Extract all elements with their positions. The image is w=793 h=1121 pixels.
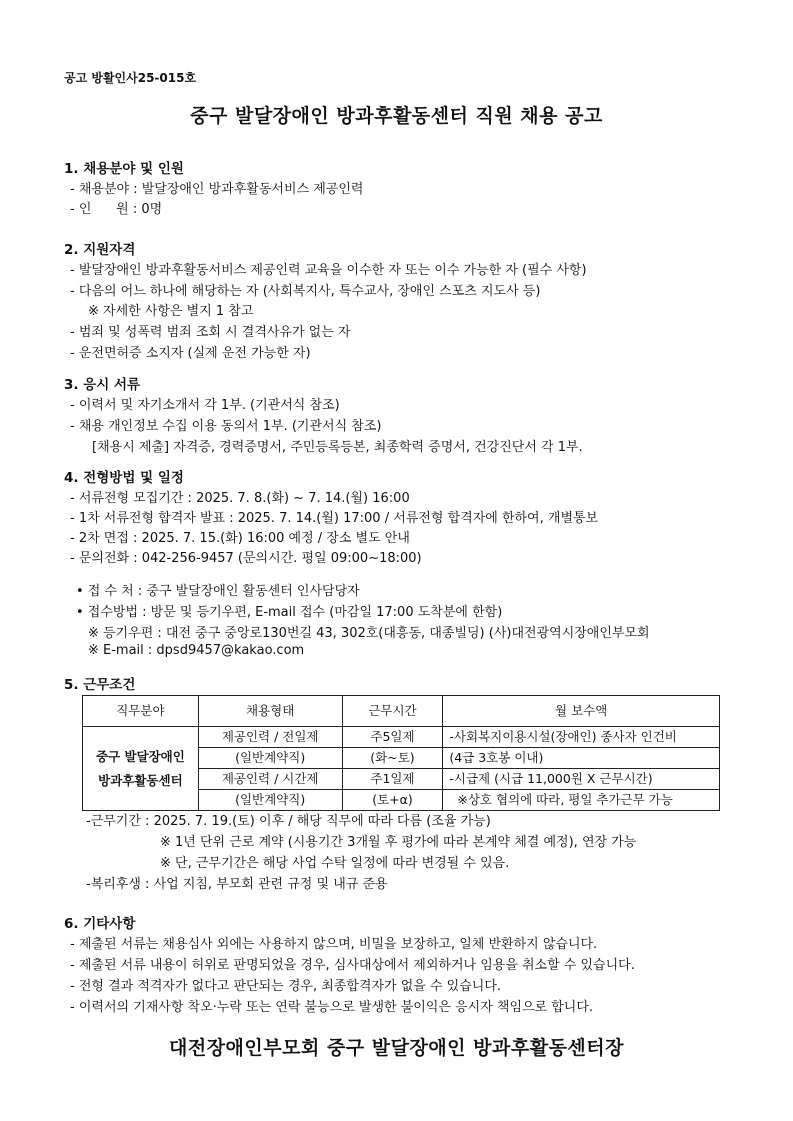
s5-note: ※ 단, 근무기간은 해당 사업 수탁 일정에 따라 변경될 수 있음. [160, 856, 510, 871]
s5-welfare: -복리후생 : 사업 지침, 부모회 관련 규정 및 내규 준용 [86, 877, 388, 892]
notice-number: 공고 방활인사25-015호 [64, 71, 197, 85]
field-line: 중구 발달장애인 [95, 748, 185, 764]
section-1-heading: 1. 채용분야 및 인원 [64, 161, 184, 177]
header-type: 채용형태 [198, 696, 342, 727]
s5-note: ※ 1년 단위 근로 계약 (시용기간 3개월 후 평가에 따라 본계약 체결 예정), 연장 가능 [160, 835, 637, 850]
type-cell: 제공인력 / 전일제 [198, 727, 342, 748]
pay-cell: -시급제 (시급 11,000원 X 근무시간) [443, 769, 720, 790]
s6-line: - 전형 결과 적격자가 없다고 판단되는 경우, 최종합격자가 없을 수 있습니다. [70, 979, 502, 994]
s4-line: - 서류전형 모집기간 : 2025. 7. 8.(화) ~ 7. 14.(월) 16:00 [70, 491, 410, 506]
s4-bullet: • 접수방법 : 방문 및 등기우편, E-mail 접수 (마감일 17:00 도착분에 한함) [76, 605, 503, 620]
s3-line: - 이력서 및 자기소개서 각 1부. (기관서식 참조) [70, 398, 340, 413]
s2-note: ※ 자세한 사항은 별지 1 참고 [88, 304, 254, 319]
hours-cell: 주1일제 [342, 769, 443, 790]
document-title: 중구 발달장애인 방과후활동센터 직원 채용 공고 [190, 105, 603, 127]
s4-line: - 문의전화 : 042-256-9457 (문의시간. 평일 09:00~18:00) [70, 551, 422, 566]
hours-cell: 주5일제 [342, 727, 443, 748]
field-cell [83, 727, 199, 811]
s5-period: -근무기간 : 2025. 7. 19.(토) 이후 / 해당 직무에 따라 다름 (조율 가능) [86, 814, 491, 829]
type-cell: (일반계약직) [198, 748, 342, 769]
s2-line: - 범죄 및 성폭력 범죄 조회 시 결격사유가 없는 자 [70, 325, 351, 340]
type-cell: 제공인력 / 시간제 [198, 769, 342, 790]
table-header-row [83, 696, 720, 727]
issuer-signature: 대전장애인부모회 중구 발달장애인 방과후활동센터장 [169, 1037, 624, 1059]
s4-bullet: • 접 수 처 : 중구 발달장애인 활동센터 인사담당자 [76, 584, 360, 599]
pay-cell: (4급 3호봉 이내) [443, 748, 720, 769]
header-hours: 근무시간 [342, 696, 443, 727]
type-cell: (일반계약직) [198, 790, 342, 811]
s2-line: - 발달장애인 방과후활동서비스 제공인력 교육을 이수한 자 또는 이수 가능한 자 (필수 사항) [70, 263, 587, 278]
header-pay: 월 보수액 [443, 696, 720, 727]
s4-line: - 1차 서류전형 합격자 발표 : 2025. 7. 14.(월) 17:00 / 서류전형 합격자에 한하여, 개별통보 [70, 511, 599, 526]
pay-cell: -사회복지이용시설(장애인) 종사자 인건비 [443, 727, 720, 748]
section-2-heading: 2. 지원자격 [64, 242, 136, 258]
s2-line: - 운전면허증 소지자 (실제 운전 가능한 자) [70, 346, 311, 361]
hours-cell: (화~토) [342, 748, 443, 769]
section-3-heading: 3. 응시 서류 [64, 377, 141, 393]
hours-cell: (토+α) [342, 790, 443, 811]
section-5-heading: 5. 근무조건 [64, 677, 136, 693]
s6-line: - 제출된 서류 내용이 허위로 판명되었을 경우, 심사대상에서 제외하거나 임용을 취소할 수 있습니다. [70, 958, 635, 973]
s3-line: - 채용 개인정보 수집 이용 동의서 1부. (기관서식 참조) [70, 419, 382, 434]
s6-line: - 제출된 서류는 채용심사 외에는 사용하지 않으며, 비밀을 보장하고, 일체 반환하지 않습니다. [70, 937, 598, 952]
pay-cell: ※상호 협의에 따라, 평일 추가근무 가능 [443, 790, 720, 811]
section-4-heading: 4. 전형방법 및 일정 [64, 470, 184, 486]
s3-submit-note: [채용시 제출] 자격증, 경력증명서, 주민등록등본, 최종학력 증명서, 건강진단서 각 1부. [92, 440, 583, 455]
s2-line: - 다음의 어느 하나에 해당하는 자 (사회복지사, 특수교사, 장애인 스포츠 지도사 등) [70, 284, 541, 299]
s4-line: - 2차 면접 : 2025. 7. 15.(화) 16:00 예정 / 장소 별도 안내 [70, 531, 410, 546]
field-line: 방과후활동센터 [98, 772, 183, 788]
s6-line: - 이력서의 기재사항 착오·누락 또는 연락 불능으로 발생한 불이익은 응시자 책임으로 합니다. [70, 1000, 594, 1015]
s1-line: - 인 원 : 0명 [70, 202, 163, 217]
table-row [83, 727, 720, 748]
s1-line: - 채용분야 : 발달장애인 방과후활동서비스 제공인력 [70, 182, 364, 197]
s4-note-email: ※ E-mail : dpsd9457@kakao.com [88, 643, 305, 658]
section-6-heading: 6. 기타사항 [64, 916, 136, 932]
s4-note-mail: ※ 등기우편 : 대전 중구 중앙로130번길 43, 302호(대흥동, 대종빌딩) (사)대전광역시장애인부모회 [88, 626, 650, 641]
work-conditions-table [82, 695, 720, 811]
header-field: 직무분야 [83, 696, 199, 727]
